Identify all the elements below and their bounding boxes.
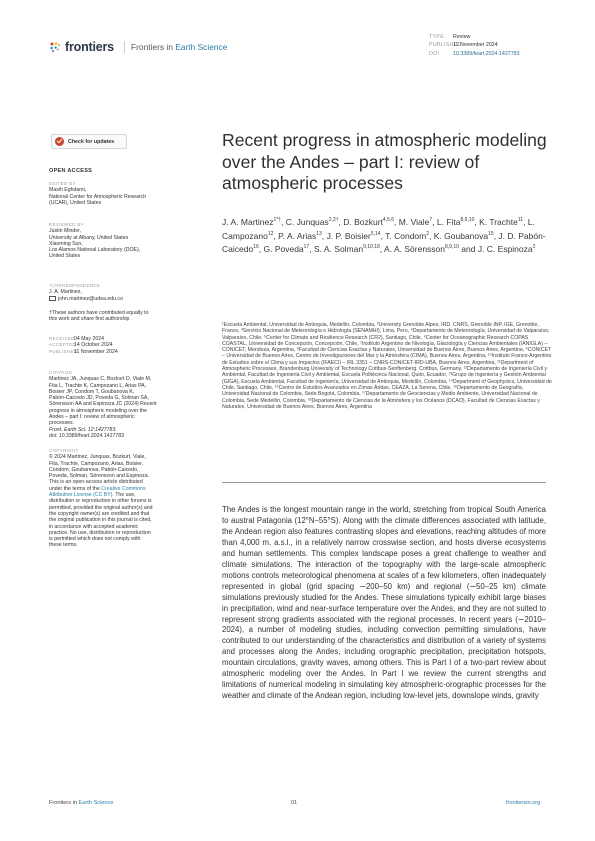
author-name[interactable]: L. Campozano (222, 217, 535, 241)
author-name[interactable]: J. C. Espinoza (477, 244, 533, 255)
footer-site-link[interactable]: frontiersin.org (506, 800, 541, 806)
abstract: The Andes is the longest mountain range in the world, stretching from tropical South America to austral Patagonia (12°N–55°S). Along with the climate differences associated with latitude, the Andean region also features contrasting slopes and elevations, reaching altitudes of more than 4,000 m. a.s.l., in a relatively narrow crosswise section, and hosts diverse ecosystems and human settlements. This complex landscape poses a great challenge to weather and climate simulations. The interaction of the topography with the large-scale atmospheric motions controls meteorological phenomena at scales of a few kilometers, often inadequately represented in global (grid spacing ∼200–50 km) and regional (∼50–25 km) climate simulations previously studied for the Andes. These simulations typically exhibit large biases in precipitation, wind and near-surface temperature over the Andes, and they are not suited to represent strong gradients associated with the regional processes. In recent years (∼2010–2024), a number of modeling studies, including convection permitting simulations, have contributed to our understanding of the characteristics and distribution of a variety of systems and processes along the Andes, including orographic precipitation, precipitation hotspots, mountain circulations, gravity waves, among others. This is Part I of a two-part review about atmospheric modeling over the Andes. In Part I we review the current strengths and limitations of numerical modeling in simulating key atmospheric-orographic processes for the weather and climate of the Andean region, including low-level jets, downslope winds, gravity (222, 505, 546, 701)
author-affiliation-marker: 2 (532, 244, 536, 251)
author-affiliation-marker: 4,5,6 (382, 217, 395, 224)
journal-prefix: Frontiers in (131, 42, 173, 52)
mail-icon (49, 296, 56, 302)
copyright: COPYRIGHT © 2024 Martinez, Junquas, Bozkurt, Viale, Fita, Trachte, Campozano, Arias, Boisier, Condom, Goubanova, Pabón-Caicedo, Poveda, Solman, Sörensson and Espinoza. This is an open-access article distributed under the terms of the Creative Commons Attribution License (CC BY). The use, distribution or reproduction in other forums is permitted, provided the original author(s) and the copyright owner(s) are credited and that the original publication in this journal is cited, in accordance with accepted academic practice. No use, distribution or reproduction is permitted which does not comply with these terms. (49, 448, 153, 549)
page-number: 01 (291, 800, 298, 806)
author-affiliation-marker: 5,14 (370, 230, 381, 237)
affiliations: ¹Escuela Ambiental, Universidad de Antioquia, Medellín, Colombia, ²University Grenoble Alpes, IRD, CNRS, Grenoble INP, IGE, Grenoble, France, ³Servicio Nacional de Meteorología e Hidrología (SENAMHI), Lima, Peru, ⁴Departamento de Meteorología, Universidad de Valparaíso, Valparaíso, Chile, ⁵Center for Climate and Resilience Research (CR2), Santiago, Chile, ⁶Center for Oceanographic Research COPAS COASTAL, Universidad de Concepción, Concepción, Chile, ⁷Instituto Argentino de Nivología, Glaciología y Ciencias Ambientales (IANIGLA) – CONICET, Mendoza, Argentina, ⁸Facultad de Ciencias Exactas y Naturales, Universidad de Buenos Aires, Buenos Aires, Argentina, ⁹CONICET – Universidad de Buenos Aires, Centro de Investigaciones del Mar y la Atmósfera (CIMA), Buenos Aires, Argentina, ¹⁰Instituto Franco-Argentino de Estudios sobre el Clima y sus Impactos (IFAECI) – IRL 3351 – CNRS-CONICET-IRD-UBA, Buenos Aires, Argentina, ¹¹Department of Atmospheric Processes, Brandenburg University of Technology Cottbus-Senftenberg, Cottbus, Germany, ¹²Departamento de Ingeniería Civil y Ambiental, Facultad de Ingeniería Civil y Ambiental, Escuela Politécnica Nacional, Quito, Ecuador, ¹³Grupo de Ingeniería y Gestión Ambiental (GIGA), Escuela Ambiental, Facultad de Ingeniería, Universidad de Antioquia, Medellín, Colombia, ¹⁴Department of Geophysics, Universidad de Chile, Santiago, Chile, ¹⁵Centro de Estudios Avanzados en Zonas Áridas, CEAZA, La Serena, Chile, ¹⁶Departamento de Geografía, Universidad Nacional de Colombia, Sede Bogotá, Colombia, ¹⁷Departamento de Geociencias y Medio Ambiente, Universidad Nacional de Colombia, Sede Medellín, Colombia, ¹⁸Departamento de Ciencias de la Atmósfera y los Océanos (DCAO), Facultad de Ciencias Exactas y Naturales, Universidad de Buenos Aires, Buenos Aires, Argentina (222, 322, 552, 410)
author-name[interactable]: K. Trachte (479, 217, 518, 227)
frontiers-logo-icon (49, 41, 61, 53)
author-name[interactable]: C. Junquas (285, 217, 329, 227)
author-name[interactable]: D. Bozkurt (343, 217, 383, 227)
divider (222, 482, 546, 483)
author-affiliation-marker: 8,9,10 (460, 217, 475, 224)
journal-title: Earth Science (175, 42, 228, 52)
author-name[interactable]: P. A. Arias (278, 230, 317, 241)
author-name[interactable]: A. A. Sörensson (384, 244, 445, 255)
email-link[interactable]: john.martinez@udea.edu.co (49, 296, 177, 302)
author-affiliation-marker: 13 (316, 230, 322, 237)
author-name[interactable]: J. P. Boisier (326, 230, 371, 241)
author-affiliation-marker: 2 (426, 230, 430, 237)
author-affiliation-marker: 9,10,18 (363, 244, 380, 251)
license-link[interactable]: Creative Commons (101, 485, 146, 492)
equal-contribution-note: †These authors have contributed equally to this work and share first authorship (49, 310, 149, 323)
author-affiliation-marker: 15 (488, 230, 494, 237)
author-affiliation-marker: 7 (429, 217, 433, 224)
author-affiliation-marker: 12 (267, 230, 274, 237)
meta-doi: DOI 10.3389/feart.2024.1427783 (429, 50, 520, 57)
journal-name[interactable] (124, 41, 227, 53)
edited-by: EDITED BY Masih Eghdami, National Center for Atmospheric Research (UCAR), United States (49, 181, 147, 206)
reviewed-by: REVIEWED BY Justin Minder, University at Albany, United States Xiaoming Sun, Los Alamos National Laboratory (DOE), United States (49, 222, 141, 260)
author-affiliation-marker: 16 (253, 244, 259, 251)
meta-type: TYPE Review (429, 34, 471, 40)
article-meta (429, 33, 520, 58)
article-title: Recent progress in atmospheric modeling over the Andes – part I: review of atmospheric processes (222, 130, 547, 193)
author-affiliation-marker: 8,9,10 (445, 244, 459, 251)
check-icon (55, 137, 64, 146)
author-list: J. A. Martinez$^{1*\dagger}$, C. Junquas$^{2,3\dagger}$, D. Bozkurt$^{4,5,6}$, M. Viale$^7$, L. Fita$^{8,9,10}$, K. Trachte$^{11}$, L. Campozano$^{12}$, P. A. Arias$^{13}$, J. P. Boisier$^{5,14}$, T. Condom$^2$, K. Goubanova$^{15}$, J. D. Pabón-Caicedo$^{16}$, G. Poveda$^{17}$, S. A. Solman$^{9,10,18}$, A. A. Sörensson$^{8,9,10}$ and J. C. Espinoza$^2$ (222, 217, 546, 255)
check-for-updates-button[interactable]: Check for updates (51, 134, 127, 149)
author-name[interactable]: J. D. Pabón-Caicedo (222, 230, 546, 255)
author-name[interactable]: K. Goubanova (433, 230, 489, 241)
meta-published: PUBLISHED11 November 2024 (429, 42, 498, 49)
author-name[interactable]: G. Poveda (263, 244, 304, 255)
author-name[interactable]: S. A. Solman (313, 244, 364, 255)
author-name[interactable]: L. Fita (436, 217, 461, 227)
correspondence: *CORRESPONDENCE J. A. Martinez, john.martinez@udea.edu.co (49, 283, 177, 302)
logo-text: frontiers (65, 40, 114, 54)
author-name[interactable]: J. A. Martinez (222, 217, 274, 227)
open-access-label: OPEN ACCESS (49, 168, 93, 174)
author-name[interactable]: T. Condom (385, 230, 427, 241)
author-affiliation-marker: 11 (517, 217, 524, 224)
author-name[interactable]: M. Viale (398, 217, 430, 227)
author-affiliation-marker: 2,3† (328, 217, 339, 224)
author-affiliation-marker: 1*† (273, 217, 282, 224)
frontiers-logo[interactable] (49, 40, 114, 54)
citation: CITATION Martinez JA, Junquas C, Bozkurt D, Viale M, Fita L, Trachte K, Campozano L, Arias PA, Boisier JP, Condom T, Goubanova K, Pabón-Caicedo JD, Poveda G, Solman SA, Sörensson AA and Espinoza JC (2024) Recent progress in atmospheric modeling over the Andes – part I: review of atmospheric processes. Front. Earth Sci. 12:1427783. doi: 10.3389/feart.2024.1427783 (49, 370, 157, 439)
license-link-2[interactable]: Attribution License (CC BY). (49, 492, 114, 499)
author-affiliation-marker: 17 (303, 244, 310, 251)
footer-journal[interactable]: Frontiers in Earth Science (49, 800, 114, 806)
article-dates: RECEIVED04 May 2024 ACCEPTED14 October 2024 PUBLISHED11 November 2024 (49, 336, 118, 355)
